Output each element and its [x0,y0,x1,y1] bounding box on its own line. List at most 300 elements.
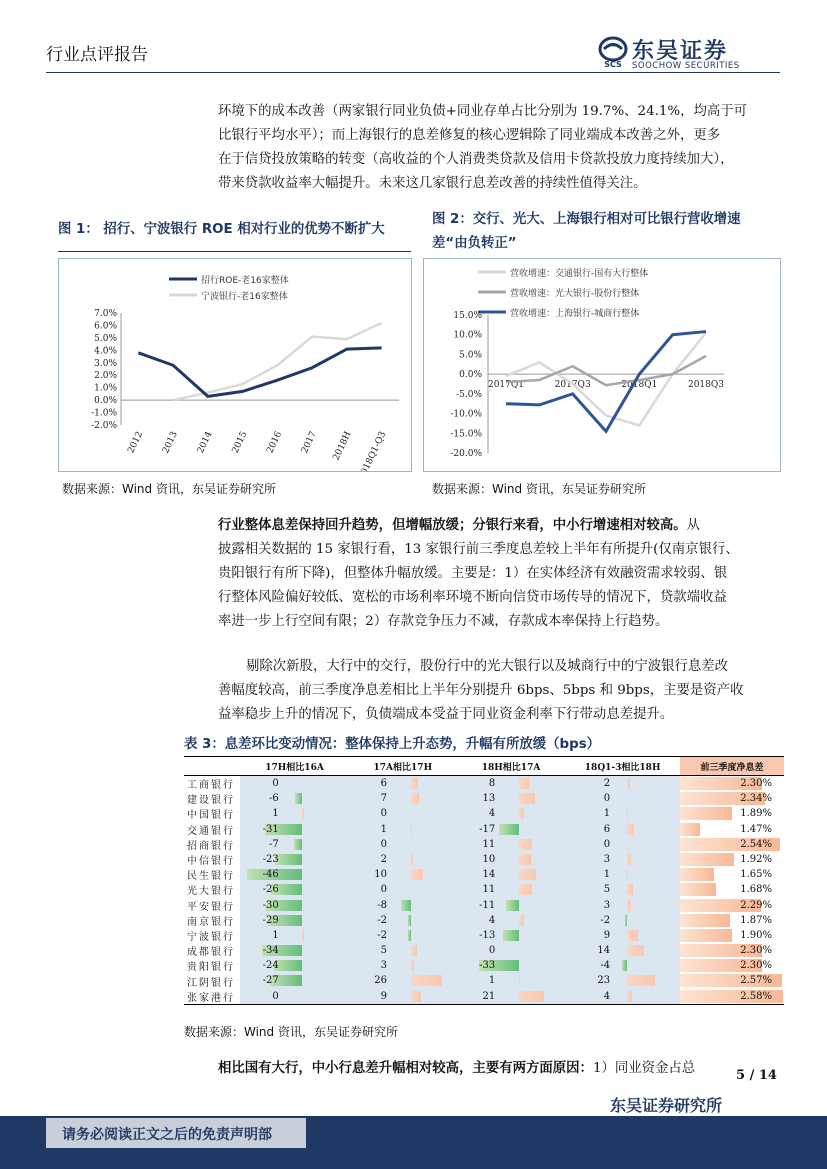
nim-bar [680,853,734,866]
bank-name: 中信银行 [187,856,235,868]
change-cell [240,791,348,806]
nim-value: 2.57% [740,975,772,987]
y-tick-label: -1.0% [91,408,117,419]
table-row [184,776,784,792]
paragraph-4 [218,1056,784,1081]
y-tick-label: 15.0% [453,311,482,321]
change-cell [457,943,565,958]
change-cell [565,867,680,882]
change-cell [240,882,348,897]
table-row [184,867,784,882]
nim-cell [680,913,784,928]
bank-name: 江阴银行 [187,977,235,989]
col-header-nim: 前三季度净息差 [680,757,784,776]
y-tick-label: 5.0% [94,333,117,344]
header-divider [46,72,780,73]
change-cell [565,837,680,852]
change-value: 7 [380,793,387,805]
nim-cell [680,776,784,792]
page-number: 5 / 14 [736,1068,777,1083]
positive-bar [411,869,423,880]
text-line: 带来贷款收益率大幅提升。未来这几家银行息差改善的持续性值得关注。 [218,176,647,191]
table3 [184,756,784,1005]
change-value: 4 [603,990,611,1002]
y-tick-label: 6.0% [94,321,117,332]
change-value: 0 [380,808,387,820]
change-cell [565,852,680,867]
change-value: -27 [262,975,279,987]
positive-bar [627,869,628,880]
bank-name: 招商银行 [187,840,235,852]
report-type-label: 行业点评报告 [46,45,148,65]
x-tick-label: 2018Q1-Q3 [357,430,389,471]
change-value: -46 [262,869,279,881]
legend-label: 宁波银行-老16家整体 [201,292,288,302]
change-cell [565,776,680,792]
positive-bar [627,975,655,986]
bank-name: 民生银行 [187,871,235,883]
change-value: 21 [482,990,496,1002]
figure1-svg [59,259,411,471]
x-tick-label: 2012 [126,430,146,456]
bank-name: 平安银行 [187,901,235,913]
y-tick-label: -15.0% [450,429,482,440]
y-tick-label: -20.0% [450,449,482,459]
change-value: -34 [262,945,279,957]
nim-cell [680,882,784,897]
positive-bar [519,839,532,850]
figure2-source: 数据来源：Wind 资讯，东吴证券研究所 [432,482,646,496]
figure2-title-line2: 差“由负转正” [432,236,517,251]
change-value: 6 [603,823,611,835]
paragraph-2 [218,513,784,634]
change-cell [565,822,680,837]
change-cell [240,837,348,852]
change-cell [349,943,457,958]
negative-bar [499,824,519,835]
bold-lead: 相比国有大行，中小行息差升幅相对较高，主要有两方面原因： [218,1060,593,1076]
change-value: 6 [380,778,387,789]
change-value: -30 [262,899,279,911]
table-row [184,928,784,943]
positive-bar [519,975,520,986]
text-line: 在于信贷投放策略的转变（高收益的个人消费类贷款及信用卡贷款投放力度持续加大）， [218,152,734,167]
change-cell [457,989,565,1005]
change-value: 2 [380,853,387,865]
change-value: 1 [272,929,279,941]
nim-value: 1.87% [740,914,772,926]
nim-cell [680,852,784,867]
negative-bar [408,915,410,926]
legend-label: 营收增速：上海银行-城商行整体 [510,309,640,319]
bank-name: 南京银行 [187,916,235,928]
y-tick-label: 2.0% [94,371,117,382]
y-tick-label: -10.0% [450,409,482,420]
series-line-0 [138,348,381,397]
change-value: 8 [488,778,496,789]
y-tick-label: 1.0% [94,383,117,394]
figure2-title-line1: 图 2：交行、光大、上海银行相对可比银行营收增速 [432,212,741,227]
change-cell [457,791,565,806]
change-cell [457,958,565,973]
x-tick-label: 2017Q3 [554,380,591,391]
positive-bar [519,854,531,865]
text-span: 从 [686,518,701,533]
change-cell [565,973,680,988]
nim-value: 2.54% [740,838,772,850]
nim-cell [680,989,784,1005]
change-value: 0 [603,793,611,805]
table-row [184,913,784,928]
positive-bar [627,930,638,941]
negative-bar [625,915,627,926]
col-header-bank [184,757,240,776]
nim-value: 1.47% [740,823,772,835]
logo-english-name: SOOCHOW SECURITIES [632,61,740,71]
bank-name: 建设银行 [187,795,235,807]
change-cell [240,852,348,867]
change-value: 4 [488,808,496,820]
nim-cell [680,837,784,852]
change-cell [349,852,457,867]
change-value: 4 [488,914,496,926]
y-tick-label: 4.0% [94,346,117,357]
negative-bar [275,854,303,865]
table-row [184,898,784,913]
text-span: 1）同业资金占总 [592,1061,696,1076]
change-cell [349,958,457,973]
positive-bar [411,854,413,865]
change-value: 3 [603,853,611,865]
positive-bar [411,945,417,956]
change-value: -31 [262,823,279,835]
table-row [184,852,784,867]
table-row [184,837,784,852]
change-cell [240,806,348,821]
change-cell [457,928,565,943]
negative-bar [408,930,410,941]
change-value: 23 [597,975,611,987]
change-cell [565,898,680,913]
nim-value: 1.92% [740,853,772,865]
col-header-17a: 17A相比17H [349,757,457,776]
nim-bar [680,883,716,896]
positive-bar [627,884,633,895]
nim-cell [680,806,784,821]
change-cell [565,806,680,821]
positive-bar [519,991,544,1002]
col-header-18h: 18H相比17A [457,757,565,776]
change-cell [349,867,457,882]
change-cell [457,776,565,792]
figure1-title: 图 1： 招行、宁波银行 ROE 相对行业的优势不断扩大 [58,222,385,237]
nim-cell [680,928,784,943]
x-tick-label: 2018H [331,430,354,463]
change-cell [349,882,457,897]
positive-bar [627,854,631,865]
table-row [184,989,784,1005]
positive-bar [627,808,628,819]
positive-bar [627,945,644,956]
change-value: 10 [374,869,387,881]
y-tick-label: 3.0% [94,358,117,369]
legend-label: 营收增速：光大银行-股份行整体 [510,289,640,299]
logo-mark-icon [598,36,628,68]
change-cell [565,989,680,1005]
table-row [184,973,784,988]
positive-bar [411,778,418,789]
nim-cell [680,791,784,806]
nim-value: 1.68% [740,884,772,896]
table-row [184,958,784,973]
change-value: 1 [272,808,279,820]
change-cell [349,928,457,943]
y-tick-label: 7.0% [94,309,117,319]
positive-bar [411,960,415,971]
figure2-svg [424,259,780,471]
x-tick-label: 2017Q1 [487,380,525,391]
positive-bar [411,793,419,804]
positive-bar [411,824,412,835]
change-cell [240,928,348,943]
change-cell [349,898,457,913]
nim-value: 2.58% [740,990,772,1002]
change-value: 1 [488,975,496,987]
change-cell [349,822,457,837]
change-cell [565,791,680,806]
change-cell [240,958,348,973]
bank-name: 张家港行 [187,992,235,1004]
text-line: 善幅度较高，前三季度净息差相比上半年分别提升 6bps、5bps 和 9bps，主要是资产收 [218,683,744,698]
change-cell [457,837,565,852]
text-line [218,513,784,538]
change-value: 3 [603,899,611,911]
change-value: 14 [597,945,611,957]
change-value: 1 [603,869,611,881]
nim-change-table [184,756,784,1005]
y-tick-label: -5.0% [456,389,482,400]
change-value: 5 [603,884,611,896]
table3-title: 表 3：息差环比变动情况：整体保持上升态势，升幅有所放缓（bps） [184,737,601,752]
change-value: 0 [380,884,387,896]
x-tick-label: 2016 [265,430,285,456]
nim-cell [680,958,784,973]
bank-name: 中国银行 [187,810,235,822]
change-cell [349,913,457,928]
series-line-1 [173,323,382,400]
nim-value: 2.30% [740,945,772,957]
change-cell [349,973,457,988]
negative-bar [622,960,627,971]
change-cell [240,822,348,837]
change-cell [565,928,680,943]
change-cell [349,989,457,1005]
positive-bar [302,808,303,819]
change-value: 11 [482,884,496,896]
positive-bar [411,975,442,986]
change-value: 1 [603,808,611,820]
figure1-title-rule [58,251,411,252]
change-cell [240,913,348,928]
y-tick-label: 0.0% [94,396,117,407]
figure1-source: 数据来源：Wind 资讯，东吴证券研究所 [62,482,276,496]
col-header-18q3: 18Q1-3相比18H [565,757,680,776]
table-row [184,882,784,897]
nim-value: 2.29% [740,899,772,911]
change-value: -26 [262,884,279,896]
table-row [184,791,784,806]
nim-bar [680,868,714,881]
disclaimer-notice[interactable]: 请务必阅读正文之后的免责声明部 [62,1127,272,1143]
change-cell [565,882,680,897]
table3-source: 数据来源：Wind 资讯，东吴证券研究所 [184,1025,398,1039]
company-name: 东吴证券研究所 [610,1096,723,1115]
change-value: -8 [377,899,387,911]
bank-name: 工商银行 [187,780,235,792]
change-cell [349,776,457,792]
change-cell [240,989,348,1005]
nim-value: 2.30% [740,778,772,789]
nim-value: 1.65% [740,869,772,881]
x-tick-label: 2014 [195,430,215,456]
positive-bar [627,900,631,911]
change-value: -29 [262,914,279,926]
positive-bar [411,991,422,1002]
text-line [218,1056,784,1081]
x-tick-label: 2018Q1 [621,380,658,391]
positive-bar [519,778,529,789]
change-value: -2 [600,914,611,926]
positive-bar [519,869,536,880]
logo-mark-text: SCS [604,60,622,68]
negative-bar [294,839,302,850]
nim-cell [680,943,784,958]
positive-bar [519,793,535,804]
negative-bar [503,930,519,941]
change-cell [565,943,680,958]
change-cell [240,776,348,792]
x-tick-label: 2015 [230,430,250,456]
nim-bar [680,823,700,836]
positive-bar [627,991,632,1002]
y-tick-label: -2.0% [91,421,117,431]
x-tick-label: 2018Q3 [687,380,725,391]
positive-bar [519,808,524,819]
x-tick-label: 2013 [161,430,180,456]
text-line: 率进一步上行空间有限；2）存款竞争压力不减，存款成本率保持上行趋势。 [218,614,669,629]
change-value: -4 [600,960,611,972]
change-value: 11 [482,838,496,850]
change-value: -33 [479,960,496,972]
table-row [184,943,784,958]
change-cell [240,898,348,913]
change-cell [565,913,680,928]
change-cell [565,958,680,973]
change-cell [349,806,457,821]
bank-name: 宁波银行 [187,931,235,943]
paragraph-3 [218,655,784,679]
bank-name: 光大银行 [187,886,235,898]
change-cell [240,973,348,988]
change-value: -17 [479,823,496,835]
change-value: 1 [380,823,387,835]
change-value: -11 [479,899,496,911]
company-logo [598,36,628,68]
negative-bar [401,900,411,911]
change-value: 0 [488,945,496,957]
y-tick-label: 5.0% [459,350,482,361]
nim-cell [680,898,784,913]
change-cell [457,898,565,913]
text-line: 比银行平均水平）；而上海银行的息差修复的核心逻辑除了同业端成本改善之外，更多 [218,128,721,143]
change-cell [457,882,565,897]
change-cell [457,822,565,837]
positive-bar [302,930,303,941]
nim-value: 1.90% [740,929,772,941]
logo-name: 东吴证券 [632,39,729,64]
nim-value: 1.89% [740,808,772,820]
change-value: 10 [482,853,496,865]
negative-bar [506,900,519,911]
change-value: 13 [482,793,496,805]
change-value: 0 [603,838,611,850]
legend-label: 招行ROE-老16家整体 [201,276,289,286]
change-value: 9 [603,929,611,941]
change-cell [457,913,565,928]
figure2-chart [423,258,781,472]
bold-lead: 行业整体息差保持回升趋势，但增幅放缓；分银行来看，中小行增速相对较高。 [218,517,687,533]
table-row [184,806,784,821]
change-cell [240,943,348,958]
positive-bar [627,824,634,835]
table-row [184,822,784,837]
change-value: -24 [262,960,279,972]
change-value: -23 [262,853,279,865]
change-cell [457,852,565,867]
change-cell [457,973,565,988]
negative-bar [295,793,302,804]
nim-cell [680,822,784,837]
table-header-row [184,757,784,776]
positive-bar [627,778,629,789]
nim-value: 2.30% [740,960,772,972]
change-value: -6 [268,793,279,805]
nim-value: 2.34% [740,793,772,805]
change-value: 14 [482,869,496,881]
positive-bar [519,915,524,926]
paragraph-3-cont [218,679,784,727]
figure1-chart [58,258,412,472]
change-cell [349,837,457,852]
change-value: 0 [272,990,279,1002]
legend-label: 营收增速：交通银行-国有大行整体 [510,269,649,279]
change-value: 26 [374,975,387,987]
change-value: -7 [268,838,279,850]
change-cell [457,867,565,882]
change-value: -13 [479,929,496,941]
nim-bar [680,807,732,820]
text-line: 剔除次新股，大行中的交行，股份行中的光大银行以及城商行中的宁波银行息差改 [246,659,729,674]
positive-bar [519,884,532,895]
nim-bar [680,914,730,927]
nim-cell [680,973,784,988]
col-header-17h: 17H相比16A [240,757,348,776]
change-value: -2 [377,929,387,941]
change-value: -2 [377,914,387,926]
change-value: 9 [380,990,387,1002]
change-value: 5 [380,945,387,957]
text-line: 益率稳步上升的情况下，负债端成本受益于同业资金利率下行带动息差提升。 [218,707,674,722]
